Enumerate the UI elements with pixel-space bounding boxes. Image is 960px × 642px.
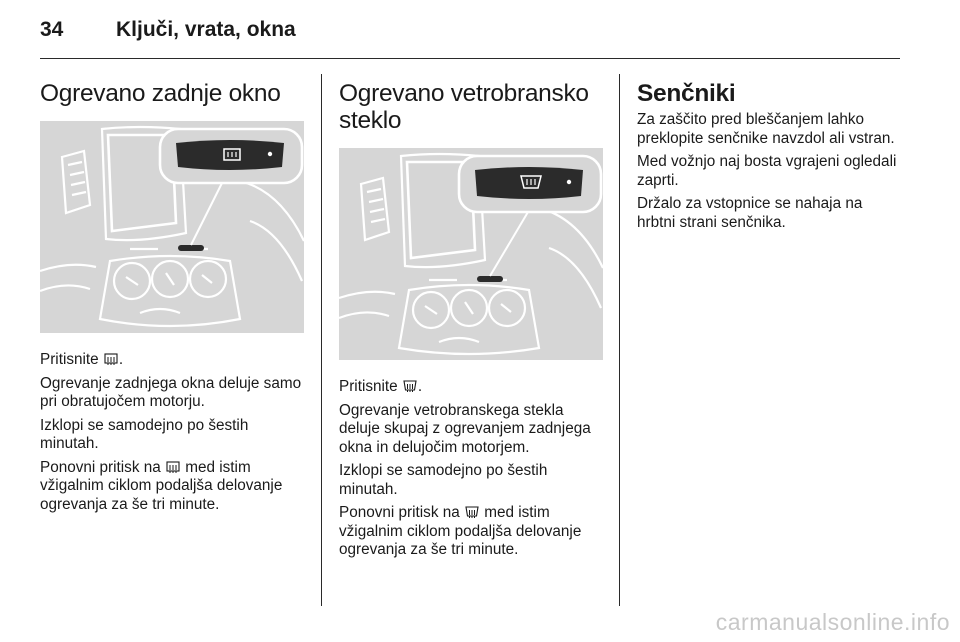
column-divider bbox=[619, 74, 620, 606]
dashboard-illustration-svg bbox=[339, 148, 603, 360]
section-title: Ogrevano vetrobransko steklo bbox=[339, 80, 589, 134]
chapter-title: Ključi, vrata, okna bbox=[116, 18, 296, 41]
windscreen-defrost-icon bbox=[403, 379, 417, 393]
page-header bbox=[40, 14, 296, 46]
paragraph: Ogrevanje vetrobranskega stekla deluje skupaj z ogrevanjem zadnjega okna in delujočim motorjem. bbox=[339, 401, 591, 456]
paragraph: Med vožnjo naj bosta vgrajeni ogledali zaprti. bbox=[637, 153, 897, 189]
header-rule bbox=[40, 58, 900, 59]
paragraph: Za zaščito pred bleščanjem lahko preklopite senčnike navzdol ali vstran. bbox=[637, 111, 895, 147]
section-title: Senčniki bbox=[637, 80, 736, 107]
section-title: Ogrevano zadnje okno bbox=[40, 80, 281, 107]
paragraph: Pritisnite . bbox=[40, 351, 124, 368]
paragraph: Držalo za vstopnice se nahaja na hrbtni strani senčnika. bbox=[637, 195, 863, 231]
paragraph: Izklopi se samodejno po šestih minutah. bbox=[339, 462, 548, 498]
paragraph: Izklopi se samodejno po šestih minutah. bbox=[40, 416, 249, 452]
paragraph: Ponovni pritisk na med istim vžigalnim ciklom podaljša delovanje ogrevanja za še tri minute. bbox=[40, 458, 283, 513]
dashboard-illustration-svg bbox=[40, 121, 304, 333]
paragraph: Pritisnite . bbox=[339, 378, 423, 395]
dashboard-illustration bbox=[40, 121, 304, 333]
rear-window-defrost-icon bbox=[166, 460, 180, 474]
section-windscreen-heating bbox=[339, 78, 604, 560]
watermark: carmanualsonline.info bbox=[715, 609, 950, 635]
rear-window-defrost-icon bbox=[104, 352, 118, 366]
section-sun-visors bbox=[637, 78, 902, 232]
dashboard-illustration bbox=[339, 148, 603, 360]
page-number: 34 bbox=[40, 18, 64, 41]
column-divider bbox=[321, 74, 322, 606]
paragraph: Ponovni pritisk na med istim vžigalnim ciklom podaljša delovanje ogrevanja za še tri minute. bbox=[339, 504, 582, 558]
windscreen-defrost-icon bbox=[465, 505, 479, 519]
section-rear-window-heating bbox=[40, 78, 305, 514]
paragraph: Ogrevanje zadnjega okna deluje samo pri obratujočem motorju. bbox=[40, 374, 302, 410]
